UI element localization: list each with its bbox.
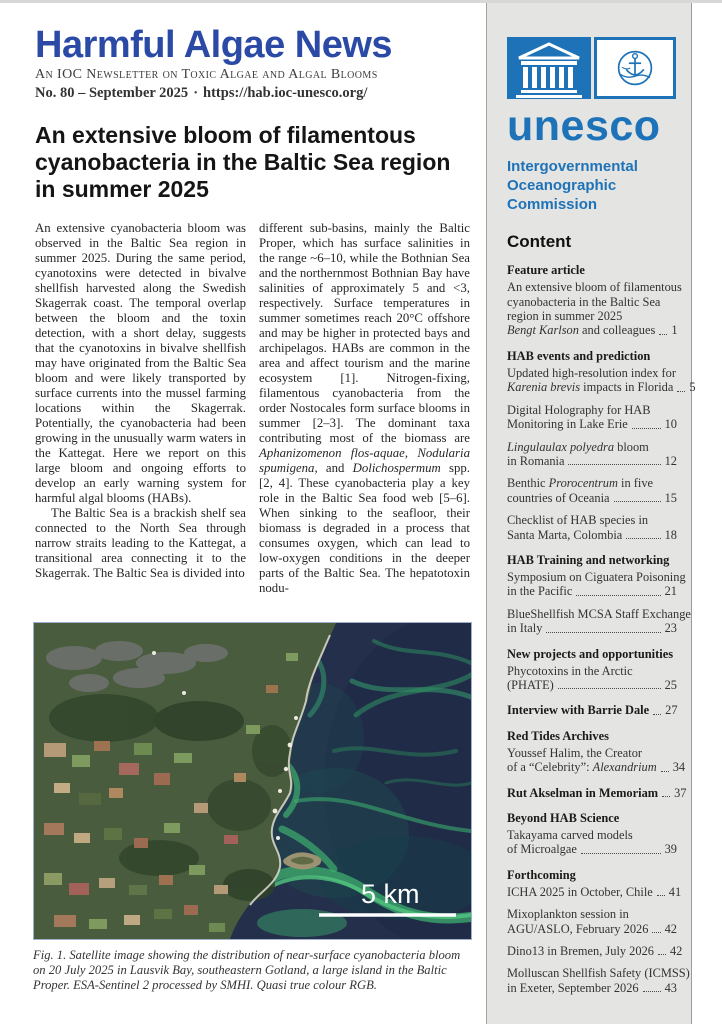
toc-item-label: Dino13 in Bremen, July 2026 bbox=[507, 944, 654, 959]
toc-leader-dots bbox=[576, 595, 660, 596]
article-columns bbox=[35, 221, 470, 596]
toc-item[interactable] bbox=[507, 365, 696, 395]
article-column-1 bbox=[35, 221, 246, 596]
body-paragraph: An extensive cyanobacteria bloom was observed in the Baltic Sea region in summer 2025. During the same period, cyanotoxins were detected in bivalve shellfish harvested along the Swedish Skagerrak coast. The temporal overlap between the bloom and the toxin detection, with a short delay, suggests that the cyanotoxins in bivalve shellfish may have originated from the Baltic Sea bloom and were likely transported by surface currents into the mussel farming locations within the Skagerrak. Potentially, the cyanobacteria had been growing in the unusually warm waters in the Kattegat. Here we report on this large bloom and ongoing efforts to develop an early warning system for harmful algal blooms (HABs). bbox=[35, 221, 246, 505]
newsletter-subtitle: An IOC Newsletter on Toxic Algae and Algal Blooms bbox=[35, 66, 378, 82]
toc-leader-dots bbox=[661, 771, 669, 772]
article-column-2 bbox=[259, 221, 470, 596]
toc-section-header: Feature article bbox=[507, 263, 585, 278]
ioc-globe-icon bbox=[594, 37, 676, 99]
toc-item-label: Symposium on Ciguatera Poisoning bbox=[507, 569, 686, 584]
separator-dot: · bbox=[193, 84, 199, 101]
scale-label: 5 km bbox=[361, 879, 420, 909]
newsletter-url[interactable]: https://hab.ioc-unesco.org/ bbox=[203, 84, 368, 101]
toc-page-number: 37 bbox=[674, 785, 687, 800]
toc-item-label: (PHATE) bbox=[507, 677, 554, 692]
toc-item-label: BlueShellfish MCSA Staff Exchange bbox=[507, 606, 691, 621]
toc-leader-dots bbox=[581, 853, 661, 854]
toc-item-label: Karenia brevis impacts in Florida bbox=[507, 380, 674, 395]
toc-item-label: ICHA 2025 in October, Chile bbox=[507, 884, 653, 899]
toc-page-number: 42 bbox=[664, 921, 677, 936]
toc-item-label: Lingulaulax polyedra bloom bbox=[507, 439, 649, 454]
toc-leader-dots bbox=[677, 391, 685, 392]
toc-item-label: Monitoring in Lake Erie bbox=[507, 417, 628, 432]
toc-item-label: Rut Akselman in Memoriam bbox=[507, 785, 659, 800]
toc-item-label: Takayama carved models bbox=[507, 828, 633, 842]
toc-leader-dots bbox=[546, 632, 660, 633]
toc-item[interactable] bbox=[507, 828, 677, 857]
toc-item-label: Molluscan Shellfish Safety (ICMSS) bbox=[507, 966, 690, 981]
toc-item-label: in Romania bbox=[507, 453, 565, 468]
toc-section-header: Red Tides Archives bbox=[507, 728, 609, 743]
toc-page-number: 15 bbox=[664, 490, 677, 505]
toc-item[interactable] bbox=[507, 403, 677, 432]
body-paragraph: The Baltic Sea is a brackish shelf sea connected to the North Sea through narrow straits leading to the Kattegat, a transitional area connecting it to the Skagerrak. The Baltic Sea is divided into bbox=[35, 506, 246, 580]
toc-item[interactable] bbox=[507, 966, 690, 995]
issue-number: No. 80 – September 2025 bbox=[35, 84, 189, 101]
toc-item[interactable] bbox=[507, 944, 683, 959]
toc-leader-dots bbox=[643, 991, 661, 992]
toc-page-number: 10 bbox=[664, 417, 677, 432]
toc-item-label: in Italy bbox=[507, 621, 543, 636]
ioc-commission-name: Intergovernmental Oceanographic Commission bbox=[507, 158, 638, 213]
toc-section-header: Forthcoming bbox=[507, 867, 576, 882]
toc-item-label: Interview with Barrie Dale bbox=[507, 703, 650, 718]
toc-section-header: Beyond HAB Science bbox=[507, 811, 620, 825]
toc-leader-dots bbox=[568, 464, 660, 465]
toc-item-label: in the Pacific bbox=[507, 584, 573, 599]
toc-leader-dots bbox=[652, 932, 660, 933]
newsletter-title: Harmful Algae News bbox=[35, 24, 393, 66]
figure bbox=[33, 622, 472, 940]
toc-item-label: of a “Celebrity”: Alexandrium bbox=[507, 760, 657, 775]
body-paragraph: different sub-basins, mainly the Baltic Proper, which has surface salinities in the range ~6–10, while the Bothnian Sea and the northernmost Bothnian Bay have salinities of approximately 5 and <3, respectively. Surface temperatures in summer sometimes reach 20°C offshore and may be higher in protected bays and archipelagos. HABs are common in the area and affect tourism and the marine ecosystem [1]. Nitrogen-fixing, filamentous cyanobacteria from the order Nostocales form surface blooms in summer [2–3]. The dominant taxa contributing most of the biomass are Aphanizomenon flos-aquae, Nodularia spumigena, and Dolichospermum spp. [2, 4]. These cyanobacteria play a key role in the Baltic Sea food web [5–6]. When sinking to the seafloor, their biomass is degraded in a process that consumes oxygen, which can lead to low-oxygen conditions in the deeper parts of the Baltic Sea. The hepatotoxin nodu- bbox=[259, 221, 470, 595]
toc-page-number: 27 bbox=[665, 703, 678, 718]
toc-page-number: 39 bbox=[664, 842, 677, 857]
toc-leader-dots bbox=[558, 688, 661, 689]
toc-item[interactable] bbox=[507, 440, 677, 469]
toc-item[interactable] bbox=[507, 476, 677, 505]
toc-item[interactable] bbox=[507, 907, 677, 936]
toc-item-label: in Exeter, September 2026 bbox=[507, 980, 639, 995]
toc-leader-dots bbox=[626, 538, 660, 539]
toc-item-label: Digital Holography for HAB bbox=[507, 402, 651, 417]
toc-item-label: countries of Oceania bbox=[507, 490, 610, 505]
toc-page-number: 42 bbox=[669, 944, 683, 959]
masthead bbox=[35, 26, 475, 102]
toc-item[interactable] bbox=[507, 606, 691, 636]
toc-item-label: Checklist of HAB species in bbox=[507, 513, 649, 528]
sidebar bbox=[486, 3, 696, 1024]
issue-line bbox=[35, 85, 475, 102]
toc-page-number: 21 bbox=[664, 584, 677, 599]
toc-section-header: HAB events and prediction bbox=[507, 348, 651, 363]
toc-page-number: 43 bbox=[664, 980, 677, 995]
toc-item[interactable] bbox=[507, 703, 677, 717]
toc-item-label: AGU/ASLO, February 2026 bbox=[507, 921, 649, 936]
toc-item-label: Bengt Karlson and colleagues bbox=[507, 323, 656, 338]
toc-item-label: Phycotoxins in the Arctic bbox=[507, 663, 633, 678]
toc-item-label: Mixoplankton session in bbox=[507, 907, 629, 922]
unesco-temple-icon bbox=[507, 37, 591, 99]
toc-page-number: 34 bbox=[672, 760, 686, 775]
toc-item-label: Youssef Halim, the Creator bbox=[507, 745, 643, 760]
toc-page-number: 41 bbox=[668, 884, 682, 899]
toc-leader-dots bbox=[614, 501, 661, 502]
toc-item-label: Santa Marta, Colombia bbox=[507, 527, 623, 542]
toc-leader-dots bbox=[657, 895, 665, 896]
toc-page-number: 1 bbox=[671, 323, 678, 338]
toc-item-label: cyanobacteria in the Baltic Sea bbox=[507, 294, 661, 309]
toc bbox=[507, 263, 696, 995]
toc-page-number: 5 bbox=[689, 380, 696, 395]
toc-section-header: HAB Training and networking bbox=[507, 552, 670, 567]
content-heading: Content bbox=[507, 232, 572, 252]
figure-caption: Fig. 1. Satellite image showing the distribution of near-surface cyanobacteria bloom on 20 July 2025 in Lausvik Bay, southeastern Gotland, a large island in the Baltic Proper. ESA-Sentinel 2 processed by SMHI. Quasi true colour RGB. bbox=[33, 948, 461, 993]
toc-leader-dots bbox=[662, 796, 670, 797]
toc-item[interactable] bbox=[507, 785, 687, 800]
toc-item[interactable] bbox=[507, 569, 686, 599]
toc-item[interactable] bbox=[507, 884, 682, 899]
unesco-wordmark: unesco bbox=[507, 102, 661, 150]
toc-page-number: 25 bbox=[664, 677, 677, 692]
toc-section-header: New projects and opportunities bbox=[507, 646, 674, 661]
satellite-image bbox=[34, 623, 471, 939]
toc-item-label: Benthic Prorocentrum in five bbox=[507, 476, 654, 491]
toc-page-number: 18 bbox=[664, 527, 677, 542]
toc-item-label: An extensive bloom of filamentous bbox=[507, 280, 682, 295]
toc-item[interactable] bbox=[507, 513, 677, 542]
toc-page-number: 23 bbox=[664, 621, 677, 636]
toc-item[interactable] bbox=[507, 280, 682, 338]
toc-leader-dots bbox=[658, 954, 666, 955]
toc-leader-dots bbox=[653, 714, 661, 715]
toc-item[interactable] bbox=[507, 664, 677, 693]
unesco-ioc-logo bbox=[507, 37, 677, 99]
toc-page-number: 12 bbox=[664, 453, 677, 468]
toc-item[interactable] bbox=[507, 745, 686, 775]
toc-item-label: of Microalgae bbox=[507, 842, 577, 857]
toc-item-label: Updated high-resolution index for bbox=[507, 365, 676, 380]
toc-leader-dots bbox=[659, 334, 667, 335]
toc-leader-dots bbox=[632, 428, 661, 429]
toc-item-label: region in summer 2025 bbox=[507, 309, 623, 324]
article-title: An extensive bloom of filamentous cyanobacteria in the Baltic Sea region in summer 2025 bbox=[35, 122, 451, 202]
